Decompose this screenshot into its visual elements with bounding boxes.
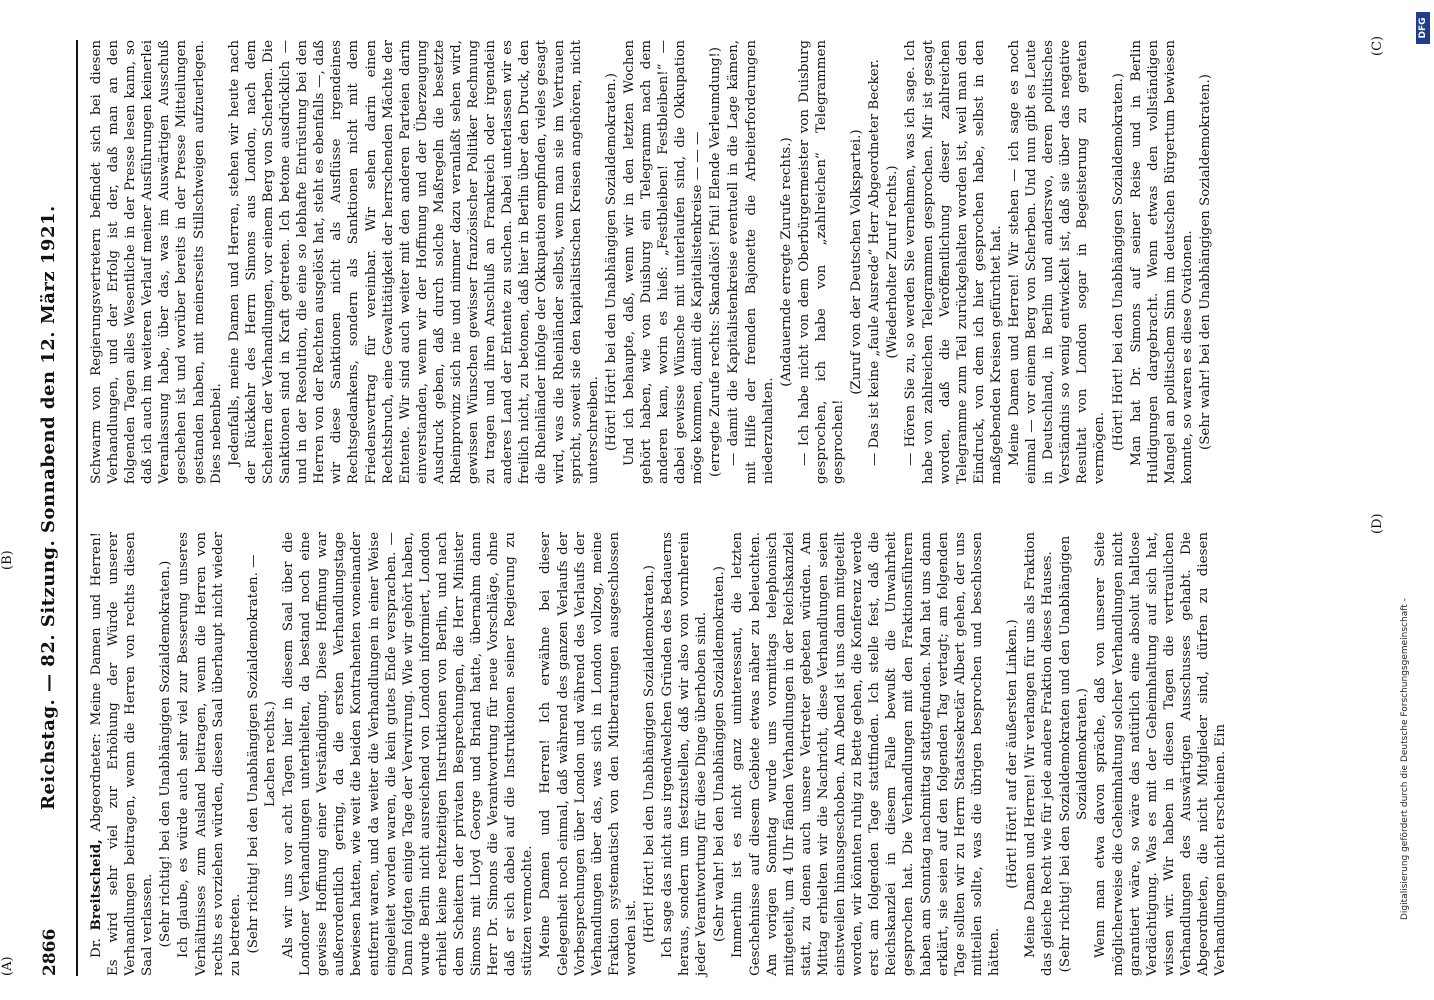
margin-mark-c: (C) bbox=[1370, 35, 1385, 56]
paragraph: Ich sage das nicht aus irgendwelchen Gründen des Bedauerns heraus, sondern um festzustellen, daß wir also von vornherein jeder Verantwortung für diese Dinge überhoben sind. bbox=[660, 532, 710, 976]
interjection: (Hört! Hört! bei den Unabhängigen Sozialdemokraten.) bbox=[603, 73, 619, 451]
paragraph-text: Abgeordneter: Meine Damen und Herren! Es wird sehr viel zur Erhöhung der Würde unserer Verhandlungen beitragen, wenn die Herren von rechts diesen Saal verlassen. bbox=[89, 532, 156, 976]
paragraph: Ich glaube, es würde auch sehr viel zur Besserung unseres Verhältnisses zum Ausland beitragen, wenn die Herren von rechts es vorziehen würden, diesen Saal überhaupt nicht wieder zu betreten. bbox=[176, 532, 243, 976]
paragraph: Wenn man etwa davon spräche, daß von unserer Seite möglicherweise die Geheimhaltung solcher Verhandlungen nicht garantiert wäre, so wäre das natürlich eine absolut haltlose Verdächtigung. Was es mit der Geheimhaltung auf sich hat, wissen wir. Wir haben in diesen Tagen die vertraulichen Verhandlungen des Auswärtigen Ausschusses gehabt. Die Abgeordneten, die nicht Mitglieder sind, dürfen zu diesen Verhandlungen nicht erscheinen. Ein bbox=[1093, 532, 1229, 976]
paragraph: — Ich habe nicht von dem Oberbürgermeister von Duisburg gesprochen, ich habe von „zahlreichen“ Telegrammen gesprochen! bbox=[796, 40, 847, 484]
interjection: (Sehr wahr! bei den Unabhängigen Sozialdemokraten.) bbox=[712, 565, 728, 943]
speaker-name: Breitscheid, bbox=[88, 839, 104, 931]
paragraph: Meine Damen und Herren! Wir stehen — ich sage es noch einmal — vor einem Berg von Scherben. Und nun gibt es Leute in Deutschland, in Berlin und anderswo, deren politisches Verständnis so wenig entwickelt ist, daß sie über das negative Resultat von London sogar in Begeisterung zu geraten vermögen. bbox=[1006, 40, 1108, 484]
paragraph: Meine Damen und Herren! Ich erwähne bei dieser Gelegenheit noch einmal, daß während des ganzen Verlaufs der Vorbesprechungen über London und während des Verlaufs der Verhandlungen über das, was sich in London vollzog, meine Fraktion systematisch von den Mitberatungen ausgeschlossen worden ist. bbox=[538, 532, 639, 976]
interjection: (Hört! Hört! bei den Unabhängigen Sozialdemokraten.) bbox=[642, 565, 657, 943]
interjection: (Andauernde erregte Zurufe rechts.) bbox=[778, 137, 794, 387]
interjection: (Sehr richtig! bei den Sozialdemokraten und den Unabhängigen Sozialdemokraten.) bbox=[1058, 535, 1091, 973]
paragraph: Man hat Dr. Simons auf seiner Reise und in Berlin Huldigungen dargebracht. Wenn etwas den vollständigen Mangel an politischem Sinn im deutschen Bürgertum bewiesen konnte, so waren es diese Ovationen. bbox=[1128, 40, 1195, 484]
speaker-title: Dr. bbox=[89, 930, 104, 958]
text-column-right bbox=[88, 40, 1213, 484]
interjection: (Hört! Hört! bei den Unabhängigen Sozialdemokraten.) bbox=[1110, 73, 1126, 451]
running-head: Reichstag. — 82. Sitzung. Sonnabend den 12. März 1921. bbox=[38, 205, 59, 810]
dfg-logo: DFG bbox=[1416, 12, 1430, 44]
interjection: (Zuruf von der Deutschen Volkspartei.) bbox=[849, 129, 865, 395]
interjection: (Sehr richtig! bei den Unabhängigen Sozialdemokraten.) bbox=[158, 560, 174, 948]
digitization-note: Digitalisierung gefördert durch die Deutsche Forschungsgemeinschaft - bbox=[1400, 598, 1410, 920]
header-rule bbox=[76, 40, 78, 976]
paragraph: — damit die Kapitalistenkreise eventuell in die Lage kämen, mit Hilfe der fremden Bajonette die Arbeiterforderungen niederzuhalten. bbox=[726, 40, 776, 484]
paragraph: Und ich behaupte, daß, wenn wir in den letzten Wochen gehört haben, wie von Duisburg ein Telegramm nach dem anderen kam, worin es hieß: „Festbleiben! Festbleiben!“ — dabei gewisse Wünsche mit unterlaufen sind, die Okkupation möge kommen, damit die Kapitalistenkreise — — — bbox=[621, 40, 706, 484]
paragraph: Jedenfalls, meine Damen und Herren, stehen wir heute nach der Rückkehr des Herrn Simons aus London, nach dem Scheitern der Verhandlungen, vor einem Berg von Scherben. Die Sanktionen sind in Kraft getreten. Ich betone ausdrücklich — und in der Resolution, die eine so lebhafte Entrüstung bei den Herren von der Rechten ausgelöst hat, steht es ebenfalls —, daß wir diese Sanktionen nicht als Ausflüsse irgendeines Rechtsgedankens, sondern als Sanktionen nicht mit dem Friedensvertrag für vereinbar. Wir sehen darin einen Rechtsbruch, eine Gewalttätigkeit der herrschenden Mächte der Entente. Wir sind auch weiter mit den anderen Parteien darin einverstanden, wenn wir der Hoffnung und der Überzeugung Ausdruck geben, daß durch solche Maßregeln die besetzte Rheinprovinz sich nie und nimmer dazu veranlaßt sehen wird, gewissen Wünschen gewisser französischer Politiker Rechnung zu tragen und ihren Anschluß an Frankreich oder irgendein anderes Land der Entente zu suchen. Dabei unterlassen wir es freilich nicht, zu betonen, daß hier in Berlin über den Druck, den die Rheinländer infolge der Okkupation empfinden, vieles gesagt wird, was die Rheinländer selbst, wenn man sie im Vertrauen spricht, soweit sie den kapitalistischen Kreisen angehören, nicht unterschreiben. bbox=[226, 40, 601, 484]
interjection: (Hört! Hört! auf der äußersten Linken.) bbox=[1004, 619, 1020, 889]
interjection: (Sehr wahr! bei den Unabhängigen Sozialdemokraten.) bbox=[1198, 73, 1213, 451]
margin-mark-d: (D) bbox=[1370, 513, 1385, 534]
margin-mark-a: (A) bbox=[0, 956, 15, 976]
paragraph bbox=[88, 532, 156, 976]
paragraph: — Das ist keine „faule Ausrede“ Herr Abgeordneter Becker. bbox=[867, 59, 883, 466]
paragraph: Meine Damen und Herren! Wir verlangen für uns als Fraktion das gleiche Recht wie für jede andere Fraktion dieses Hauses. bbox=[1023, 532, 1056, 976]
paragraph: Immerhin ist es nicht ganz uninteressant, die letzten Geschehnisse auf diesem Gebiete etwas näher zu beleuchten. Am vorigen Sonntag wurde uns vormittags telephonisch mitgeteilt, um 4 Uhr fänden Verhandlungen in der Reichskanzlei statt, zu denen auch unsere Vertreter gebeten würden. Am Mittag erhielten wir die Nachricht, diese Verhandlungen seien einstweilen hinausgeschoben. Am Abend ist uns dann mitgeteilt worden, wir könnten ruhig zu Bette gehen, die Konferenz werde erst am folgenden Tage stattfinden. Ich stelle fest, daß die Reichskanzlei in diesem Falle bewußt die Unwahrheit gesprochen hat. Die Verhandlungen mit den Fraktionsführern haben am Sonntag nachmittag stattgefunden. Man hat uns dann erklärt, sie seien auf den folgenden Tag vertagt; am folgenden Tage sollten wir zu Herrn Staatssekretär Albert gehen, der uns mitteilen sollte, was die übrigen besprochen und beschlossen hätten. bbox=[730, 532, 1002, 976]
text-column-left bbox=[88, 532, 1229, 976]
paragraph: — Hören Sie zu, so werden Sie vernehmen, was ich sage. Ich habe von zahlreichen Telegrammen gesprochen. Mir ist gesagt worden, daß die Veröffentlichung dieser zahlreichen Telegramme zum Teil zurückgehalten worden ist, weil man den Eindruck, von dem ich hier gesprochen habe, selbst in den maßgebenden Kreisen gefürchtet hat. bbox=[903, 40, 1004, 484]
interjection: (Sehr richtig! bei den Unabhängigen Sozialdemokraten. — Lachen rechts.) bbox=[245, 554, 278, 954]
paragraph: Als wir uns vor acht Tagen hier in diesem Saal über die Londoner Verhandlungen unterhielten, da bestand noch eine gewisse Hoffnung einer Verständigung. Diese Hoffnung war außerordentlich gering, da die ersten Verhandlungstage bewiesen hatten, wie weit die beiden Kontrahenten voneinander entfernt waren, und da weiter die Verhandlungen in einer Weise eingeleitet worden waren, die kein gutes Ende versprachen. — Dann folgten einige Tage der Verwirrung. Wie wir gehört haben, wurde Berlin nicht ausreichend von London informiert, London erhielt keine rechtzeitigen Instruktionen von Berlin, und nach dem Scheitern der privaten Besprechungen, die Herr Minister Simons mit Lloyd George und Briand hatte, übernahm dann Herr Dr. Simons die Verantwortung für neue Vorschläge, ohne daß er sich dabei auf die Instruktionen seiner Regierung zu stützen vermochte. bbox=[281, 532, 536, 976]
margin-mark-b: (B) bbox=[0, 550, 15, 570]
paragraph: Schwarm von Regierungsvertretern befindet sich bei diesen Verhandlungen, und der Erfolg ist der, daß man an den folgenden Tagen alles Wesentliche in der Presse lesen kann, so daß ich auch im weiteren Verlauf meiner Ausführungen keinerlei Veranlassung habe, über das, was im Auswärtigen Ausschuß geschehen ist und worüber bereits in der Presse Mitteilungen gestanden haben, mit meinerseits Stillschweigen aufzuerlegen. Dies nebenbei. bbox=[89, 40, 224, 484]
interjection: (Wiederholter Zuruf rechts.) bbox=[885, 165, 901, 359]
interjection: (erregte Zurufe rechts: Skandalös! Pfui! Elende Verleumdung!) bbox=[708, 46, 724, 478]
page-number: 2866 bbox=[40, 928, 60, 976]
